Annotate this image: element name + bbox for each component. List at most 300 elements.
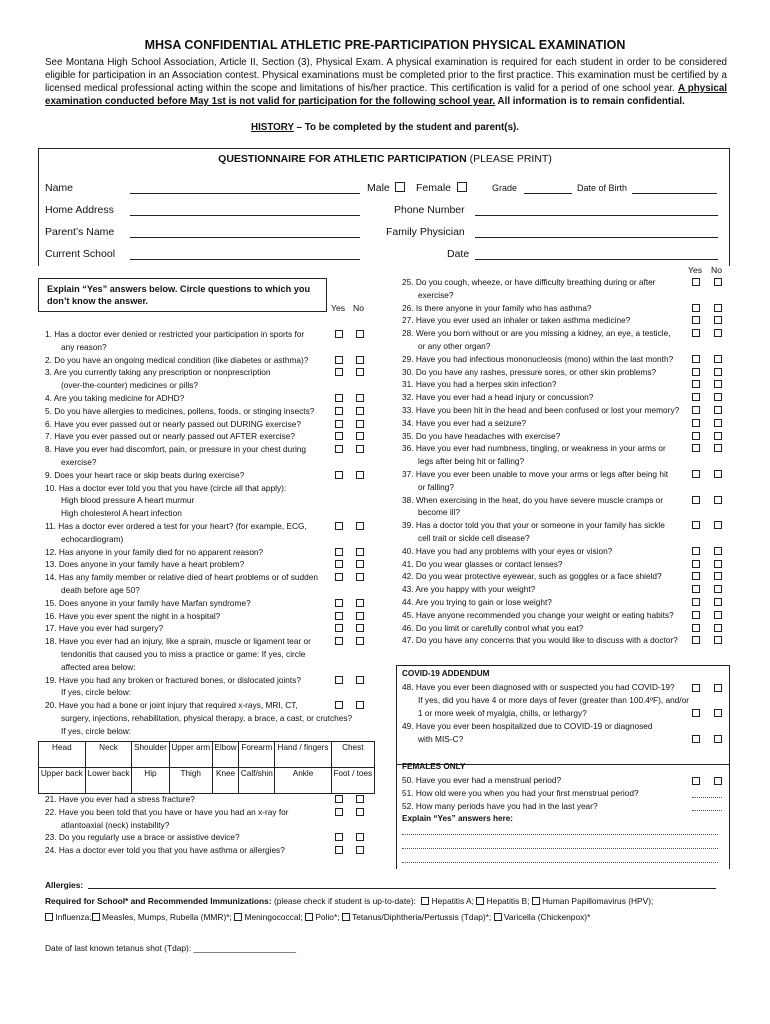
yes-checkbox[interactable] <box>335 420 343 428</box>
intro-end-text: All information is to remain confidential. <box>495 96 685 107</box>
females-q50-yes-checkbox[interactable] <box>692 777 700 785</box>
covid-q49b: with MIS-C? <box>418 734 464 744</box>
question-text: 28. Were you born without or are you missing a kidney, an eye, a testicle, <box>402 328 671 339</box>
no-checkbox[interactable] <box>714 444 722 452</box>
question-text: legs after being hit or falling? <box>418 456 525 467</box>
yes-checkbox[interactable] <box>335 471 343 479</box>
question-row <box>45 456 385 469</box>
no-checkbox[interactable] <box>714 380 722 388</box>
question-text: 19. Have you had any broken or fractured bones, or dislocated joints? <box>45 674 301 685</box>
yes-checkbox[interactable] <box>335 394 343 402</box>
yes-checkbox[interactable] <box>335 676 343 684</box>
male-checkbox[interactable] <box>395 182 405 192</box>
mmr-label: Measles, Mumps, Rubella (MMR)*; <box>101 912 232 922</box>
yes-checkbox[interactable] <box>335 548 343 556</box>
question-row <box>402 455 732 468</box>
grade-label: Grade <box>492 183 518 193</box>
question-row <box>402 417 732 430</box>
yes-checkbox[interactable] <box>335 612 343 620</box>
covid-q48: 48. Have you ever been diagnosed with or suspected you had COVID-19? <box>402 682 675 692</box>
question-text: 21. Have you ever had a stress fracture? <box>45 794 195 804</box>
name-label: Name <box>45 182 74 194</box>
question-row <box>45 533 385 546</box>
no-checkbox[interactable] <box>714 470 722 478</box>
body-part-cell[interactable]: Ankle <box>275 768 331 794</box>
questionnaire-title <box>0 153 770 165</box>
yes-checkbox[interactable] <box>335 701 343 709</box>
body-part-cell[interactable]: Hand / fingers <box>275 742 331 768</box>
explain-box: Explain “Yes” answers below. Circle questions to which you don’t know the answer. <box>38 278 327 312</box>
question-text: 41. Do you wear glasses or contact lenses? <box>402 558 563 569</box>
no-checkbox[interactable] <box>356 394 364 402</box>
question-text: 12. Has anyone in your family died for no apparent reason? <box>45 546 264 557</box>
question-row <box>402 289 732 302</box>
no-checkbox[interactable] <box>714 624 722 632</box>
right-question-list <box>402 276 732 647</box>
no-checkbox[interactable] <box>714 393 722 401</box>
no-checkbox[interactable] <box>356 560 364 568</box>
question-text: 34. Have you ever had a seizure? <box>402 417 527 428</box>
no-checkbox[interactable] <box>714 611 722 619</box>
left-question-list-2 <box>45 793 385 857</box>
question-row <box>402 430 732 443</box>
female-checkbox[interactable] <box>457 182 467 192</box>
tdap-checkbox[interactable] <box>342 913 350 921</box>
meningococcal-checkbox[interactable] <box>234 913 242 921</box>
questionnaire-box <box>38 148 730 266</box>
yes-checkbox[interactable] <box>692 316 700 324</box>
question-text: 24. Has a doctor ever told you that you have asthma or allergies? <box>45 845 285 856</box>
body-part-cell[interactable]: Lower back <box>85 768 132 794</box>
no-checkbox[interactable] <box>356 676 364 684</box>
covid-q49-no-checkbox[interactable] <box>714 735 722 743</box>
question-row <box>402 634 732 647</box>
body-part-cell[interactable]: Upper back <box>39 768 86 794</box>
polio-checkbox[interactable] <box>305 913 313 921</box>
intro-bold-text: A physical examination conducted before May 1st is not valid for participation for the following school year. <box>45 83 727 107</box>
yes-checkbox[interactable] <box>335 599 343 607</box>
question-row <box>402 391 732 404</box>
yes-checkbox[interactable] <box>692 585 700 593</box>
question-text: 31. Have you had a herpes skin infection? <box>402 379 557 390</box>
question-row <box>45 443 385 456</box>
question-text: 39. Has a doctor told you that your or someone in your family has sickle <box>402 520 665 531</box>
question-row <box>402 532 732 545</box>
covid-q48c-no-checkbox[interactable] <box>714 709 722 717</box>
body-part-cell[interactable]: Forearm <box>239 742 275 768</box>
hepatitis-a-checkbox[interactable] <box>421 897 429 905</box>
yes-checkbox[interactable] <box>335 637 343 645</box>
question-text: 23. Do you regularly use a brace or assistive device? <box>45 832 240 843</box>
varicella-label: Varicella (Chickenpox)* <box>503 912 591 922</box>
question-row <box>45 635 385 648</box>
no-checkbox[interactable] <box>356 624 364 632</box>
male-label: Male <box>367 182 390 194</box>
no-checkbox[interactable] <box>714 329 722 337</box>
question-text: atlantoaxial (neck) instability? <box>61 819 170 830</box>
allergies-field[interactable] <box>88 888 716 889</box>
question-text: cell trait or sickle cell disease? <box>418 532 530 543</box>
parent-field[interactable] <box>130 237 360 238</box>
yes-checkbox[interactable] <box>335 432 343 440</box>
yes-checkbox[interactable] <box>692 304 700 312</box>
physician-field[interactable] <box>475 237 718 238</box>
question-row <box>45 507 385 520</box>
question-text: surgery, injections, rehabilitation, physical therapy, a brace, a cast, or crutches? <box>61 712 353 723</box>
females-q51: 51. How old were you when you had your first menstrual period? <box>402 788 639 798</box>
form-title: MHSA CONFIDENTIAL ATHLETIC PRE-PARTICIPATION PHYSICAL EXAMINATION <box>144 38 626 52</box>
yes-checkbox[interactable] <box>335 573 343 581</box>
females-q51-field[interactable] <box>692 797 722 798</box>
no-checkbox[interactable] <box>356 356 364 364</box>
question-text: 45. Have anyone recommended you change your weight or eating habits? <box>402 609 674 620</box>
tdap-label: Tetanus/Diphtheria/Pertussis (Tdap)*; <box>352 912 492 922</box>
no-checkbox[interactable] <box>356 599 364 607</box>
no-checkbox[interactable] <box>356 445 364 453</box>
yes-checkbox[interactable] <box>335 833 343 841</box>
question-text: 2. Do you have an ongoing medical condition (like diabetes or asthma)? <box>45 354 309 365</box>
no-checkbox[interactable] <box>714 316 722 324</box>
question-row <box>402 327 732 340</box>
yes-checkbox[interactable] <box>692 611 700 619</box>
right-no-header: No <box>711 265 722 275</box>
question-text: 26. Is there anyone in your family who has asthma? <box>402 302 592 313</box>
polio-label: Polio*; <box>315 912 340 922</box>
name-field[interactable] <box>130 193 360 194</box>
question-row <box>402 302 732 315</box>
left-no-header: No <box>353 303 364 313</box>
question-text: 43. Are you happy with your weight? <box>402 584 536 595</box>
question-row <box>45 469 385 482</box>
question-text: 1. Has a doctor ever denied or restricted your participation in sports for <box>45 329 305 339</box>
question-row <box>402 404 732 417</box>
question-row <box>45 571 385 584</box>
dob-label: Date of Birth <box>577 183 628 193</box>
no-checkbox[interactable] <box>356 612 364 620</box>
yes-checkbox[interactable] <box>692 278 700 286</box>
no-checkbox[interactable] <box>714 304 722 312</box>
question-text: High blood pressure A heart murmur <box>61 495 195 506</box>
question-text: 30. Do you have any rashes, pressure sores, or other skin problems? <box>402 366 657 377</box>
body-parts-table <box>38 741 375 794</box>
question-row <box>45 597 385 610</box>
history-rest: – To be completed by the student and parent(s). <box>293 122 519 133</box>
question-row <box>45 482 385 495</box>
question-text: echocardiogram) <box>61 533 124 544</box>
no-checkbox[interactable] <box>356 548 364 556</box>
question-row <box>45 430 385 443</box>
question-row <box>45 328 385 341</box>
yes-checkbox[interactable] <box>692 572 700 580</box>
no-checkbox[interactable] <box>356 833 364 841</box>
no-checkbox[interactable] <box>356 368 364 376</box>
allergies-label: Allergies: <box>45 880 84 890</box>
question-row <box>45 844 385 857</box>
question-row <box>45 661 385 674</box>
influenza-label: Influenza; <box>55 912 92 922</box>
yes-checkbox[interactable] <box>335 407 343 415</box>
no-checkbox[interactable] <box>714 355 722 363</box>
no-checkbox[interactable] <box>356 808 364 816</box>
question-row <box>45 354 385 367</box>
yes-checkbox[interactable] <box>692 329 700 337</box>
question-row <box>45 546 385 559</box>
yes-checkbox[interactable] <box>692 380 700 388</box>
yes-checkbox[interactable] <box>692 496 700 504</box>
yes-checkbox[interactable] <box>692 355 700 363</box>
covid-q49: 49. Have you ever been hospitalized due to COVID-19 or diagnosed <box>402 721 653 731</box>
covid-q48c-yes-checkbox[interactable] <box>692 709 700 717</box>
question-row <box>45 699 385 712</box>
females-q52: 52. How many periods have you had in the last year? <box>402 801 598 811</box>
body-part-cell[interactable]: Head <box>39 742 86 768</box>
question-row <box>45 341 385 354</box>
hepatitis-b-label: Hepatitis B; <box>486 896 530 906</box>
question-text: 47. Do you have any concerns that you would like to discuss with a doctor? <box>402 635 678 646</box>
no-checkbox[interactable] <box>356 701 364 709</box>
hpv-checkbox[interactable] <box>532 897 540 905</box>
question-text: or falling? <box>418 481 454 492</box>
tetanus-shot-date[interactable]: Date of last known tetanus shot (Tdap): ______________________ <box>45 943 296 953</box>
left-yes-header: Yes <box>331 303 346 313</box>
dob-field[interactable] <box>632 193 717 194</box>
body-part-cell[interactable]: Shoulder <box>132 742 169 768</box>
question-row <box>45 405 385 418</box>
question-text: 38. When exercising in the heat, do you have severe muscle cramps or <box>402 494 664 505</box>
females-title: FEMALES ONLY <box>402 762 466 771</box>
no-checkbox[interactable] <box>356 407 364 415</box>
question-text: 27. Have you ever used an inhaler or taken asthma medicine? <box>402 315 631 326</box>
question-row <box>402 353 732 366</box>
yes-checkbox[interactable] <box>692 521 700 529</box>
question-text: If yes, circle below: <box>61 687 132 698</box>
no-checkbox[interactable] <box>714 406 722 414</box>
question-text: 18. Have you ever had an injury, like a sprain, muscle or ligament tear or <box>45 636 311 647</box>
females-q50-no-checkbox[interactable] <box>714 777 722 785</box>
question-text: tendonitis that caused you to miss a practice or game: If yes, circle <box>61 648 306 659</box>
grade-field[interactable] <box>524 193 572 194</box>
question-row <box>402 596 732 609</box>
no-checkbox[interactable] <box>356 330 364 338</box>
home-address-label: Home Address <box>45 204 114 216</box>
no-checkbox[interactable] <box>714 547 722 555</box>
phone-field[interactable] <box>475 215 718 216</box>
no-checkbox[interactable] <box>714 432 722 440</box>
yes-checkbox[interactable] <box>692 393 700 401</box>
no-checkbox[interactable] <box>714 419 722 427</box>
question-row <box>402 481 732 494</box>
question-text: 25. Do you cough, wheeze, or have difficulty breathing during or after <box>402 277 656 287</box>
no-checkbox[interactable] <box>714 585 722 593</box>
question-text: 40. Have you had any problems with your eyes or vision? <box>402 545 613 556</box>
no-checkbox[interactable] <box>356 846 364 854</box>
no-checkbox[interactable] <box>714 368 722 376</box>
no-checkbox[interactable] <box>714 572 722 580</box>
yes-checkbox[interactable] <box>692 406 700 414</box>
no-checkbox[interactable] <box>714 598 722 606</box>
body-part-cell[interactable]: Hip <box>132 768 169 794</box>
question-text: If yes, circle below: <box>61 725 132 736</box>
questionnaire-title-suffix: (PLEASE PRINT) <box>466 153 552 165</box>
yes-checkbox[interactable] <box>692 636 700 644</box>
yes-checkbox[interactable] <box>335 522 343 530</box>
yes-checkbox[interactable] <box>692 624 700 632</box>
no-checkbox[interactable] <box>714 496 722 504</box>
question-row <box>45 520 385 533</box>
yes-checkbox[interactable] <box>692 598 700 606</box>
body-part-cell[interactable]: Foot / toes <box>331 768 374 794</box>
date-label: Date <box>447 248 470 260</box>
question-text: any reason? <box>61 341 107 352</box>
no-checkbox[interactable] <box>714 560 722 568</box>
body-part-cell[interactable]: Chest <box>331 742 374 768</box>
question-row <box>402 378 732 391</box>
body-part-cell[interactable]: Elbow <box>212 742 238 768</box>
no-checkbox[interactable] <box>356 420 364 428</box>
question-text: 36. Have you ever had numbness, tingling, or weakness in your arms or <box>402 443 666 454</box>
yes-checkbox[interactable] <box>692 368 700 376</box>
question-text: 32. Have you ever had a head injury or concussion? <box>402 392 594 403</box>
body-part-cell[interactable]: Thigh <box>169 768 212 794</box>
yes-checkbox[interactable] <box>335 445 343 453</box>
explain-line-2[interactable] <box>402 848 718 849</box>
influenza-checkbox[interactable] <box>45 913 53 921</box>
covid-q49-yes-checkbox[interactable] <box>692 735 700 743</box>
question-text: 3. Are you currently taking any prescription or nonprescription <box>45 367 271 378</box>
no-checkbox[interactable] <box>714 636 722 644</box>
question-row <box>402 570 732 583</box>
school-label: Current School <box>45 248 116 260</box>
mmr-checkbox[interactable] <box>92 913 100 921</box>
school-field[interactable] <box>130 259 360 260</box>
yes-checkbox[interactable] <box>335 624 343 632</box>
no-checkbox[interactable] <box>356 471 364 479</box>
left-question-list <box>45 328 385 738</box>
question-row <box>402 468 732 481</box>
meningococcal-label: Meningococcal; <box>244 912 303 922</box>
covid-q48-yes-checkbox[interactable] <box>692 684 700 692</box>
no-checkbox[interactable] <box>356 432 364 440</box>
question-row <box>402 609 732 622</box>
immunizations-label: Required for School* and Recommended Immunizations: <box>45 896 272 906</box>
body-part-cell[interactable]: Knee <box>212 768 238 794</box>
yes-checkbox[interactable] <box>335 356 343 364</box>
question-text: 13. Does anyone in your family have a heart problem? <box>45 559 245 570</box>
question-text: 42. Do you wear protective eyewear, such as goggles or a face shield? <box>402 571 662 582</box>
varicella-checkbox[interactable] <box>494 913 502 921</box>
hpv-label: Human Papillomavirus (HPV); <box>542 896 654 906</box>
question-text: 4. Are you taking medicine for ADHD? <box>45 392 185 403</box>
yes-checkbox[interactable] <box>335 808 343 816</box>
home-address-field[interactable] <box>130 215 360 216</box>
question-row <box>45 558 385 571</box>
history-label: HISTORY <box>251 122 294 133</box>
question-text: 11. Has a doctor ever ordered a test for your heart? (for example, ECG, <box>45 520 307 531</box>
questionnaire-title-bold: QUESTIONNAIRE FOR ATHLETIC PARTICIPATION <box>218 153 467 165</box>
body-part-cell[interactable]: Neck <box>85 742 132 768</box>
covid-title: COVID-19 ADDENDUM <box>402 669 490 678</box>
body-part-cell[interactable]: Upper arm <box>169 742 212 768</box>
intro-text: See Montana High School Association, Article II, Section (3), Physical Exam. A physical examination is required for each student in order to be considered eligible for participation in an Association contest. Physical examinations must be completed prior to the first practice. This examination must be certified by a licensed medical professional acting within the scope and limitations of his/her practice. This certification is valid for a period of one school year. <box>45 57 727 94</box>
question-row <box>45 648 385 661</box>
no-checkbox[interactable] <box>356 573 364 581</box>
yes-checkbox[interactable] <box>692 444 700 452</box>
question-text: 44. Are you trying to gain or lose weight? <box>402 596 552 607</box>
explain-line-3[interactable] <box>402 862 718 863</box>
right-yes-header: Yes <box>688 265 703 275</box>
question-row <box>45 366 385 379</box>
no-checkbox[interactable] <box>356 795 364 803</box>
question-row <box>402 314 732 327</box>
yes-checkbox[interactable] <box>335 330 343 338</box>
question-text: 10. Has a doctor ever told you that you have (circle all that apply): <box>45 482 287 493</box>
question-row <box>45 379 385 392</box>
question-row <box>45 806 385 819</box>
question-row <box>402 442 732 455</box>
question-row <box>45 610 385 623</box>
question-text: 5. Do you have allergies to medicines, pollens, foods, or stinging insects? <box>45 405 315 416</box>
question-text: 37. Have you ever been unable to move your arms or legs after being hit <box>402 468 669 479</box>
question-row <box>402 276 732 289</box>
question-row <box>45 831 385 844</box>
hepatitis-b-checkbox[interactable] <box>476 897 484 905</box>
phone-label: Phone Number <box>394 204 465 216</box>
question-row <box>402 622 732 635</box>
question-text: 33. Have you been hit in the head and been confused or lost your memory? <box>402 404 680 415</box>
covid-q48-no-checkbox[interactable] <box>714 684 722 692</box>
question-row <box>402 506 732 519</box>
question-row <box>402 558 732 571</box>
question-text: 7. Have you ever passed out or nearly passed out AFTER exercise? <box>45 431 295 442</box>
yes-checkbox[interactable] <box>692 560 700 568</box>
question-text: 15. Does anyone in your family have Marfan syndrome? <box>45 597 251 608</box>
no-checkbox[interactable] <box>714 278 722 286</box>
question-row <box>45 392 385 405</box>
question-text: 16. Have you ever spent the night in a hospital? <box>45 610 221 621</box>
question-row <box>402 545 732 558</box>
yes-checkbox[interactable] <box>335 846 343 854</box>
yes-checkbox[interactable] <box>335 560 343 568</box>
question-row <box>402 340 732 353</box>
yes-checkbox[interactable] <box>692 547 700 555</box>
question-text: 6. Have you ever passed out or nearly passed out DURING exercise? <box>45 418 301 429</box>
question-text: 46. Do you limit or carefully control what you eat? <box>402 622 584 633</box>
yes-checkbox[interactable] <box>335 368 343 376</box>
question-text: affected area below: <box>61 661 136 672</box>
intro-paragraph <box>45 56 727 108</box>
body-part-cell[interactable]: Calf/shin <box>239 768 275 794</box>
yes-checkbox[interactable] <box>692 470 700 478</box>
yes-checkbox[interactable] <box>692 432 700 440</box>
female-label: Female <box>416 182 452 194</box>
yes-checkbox[interactable] <box>335 795 343 803</box>
question-row <box>45 819 385 832</box>
explain-line-1[interactable] <box>402 834 718 835</box>
question-text: 14. Has any family member or relative died of heart problems or of sudden <box>45 572 319 583</box>
question-text: 22. Have you been told that you have or have you had an x-ray for <box>45 806 289 817</box>
no-checkbox[interactable] <box>714 521 722 529</box>
yes-checkbox[interactable] <box>692 419 700 427</box>
females-q52-field[interactable] <box>692 810 722 811</box>
hepatitis-a-label: Hepatitis A; <box>431 896 474 906</box>
question-text: exercise? <box>418 289 454 300</box>
no-checkbox[interactable] <box>356 522 364 530</box>
no-checkbox[interactable] <box>356 637 364 645</box>
question-row <box>45 725 385 738</box>
question-text: 35. Do you have headaches with exercise? <box>402 430 561 441</box>
covid-q48c: 1 or more week of myalgia, chills, or lethargy? <box>418 708 587 718</box>
date-field[interactable] <box>475 259 718 260</box>
